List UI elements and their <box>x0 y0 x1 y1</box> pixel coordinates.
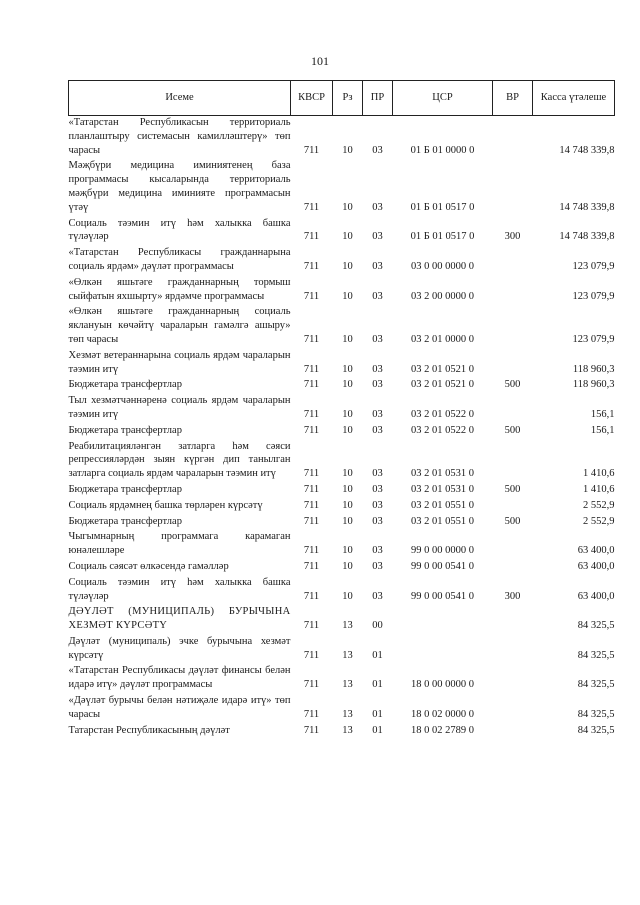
cell-kvsr: 711 <box>303 483 320 495</box>
cell-csr: 01 Б 01 0517 0 <box>410 231 475 243</box>
cell-csr <box>393 633 493 663</box>
cell-vr <box>493 347 533 377</box>
cell-rz: 10 <box>342 468 353 480</box>
table-row <box>69 722 615 738</box>
cell-name: Социаль тәэмин итү һәм халыкка башка түләүләр <box>68 576 291 602</box>
table-row <box>69 692 615 722</box>
cell-name: Социаль тәэмин итү һәм халыкка башка түләүләр <box>68 217 291 243</box>
cell-pr: 03 <box>372 515 383 527</box>
table-row <box>69 347 615 377</box>
cell-amount: 123 079,9 <box>572 260 615 272</box>
cell-vr <box>493 303 533 346</box>
cell-vr <box>493 116 533 158</box>
cell-name: Татарстан Республикасының дәүләт <box>68 724 230 736</box>
cell-name: Мәҗбүри медицина иминиятенең база программасы кысаларында территориаль мәҗбүри медицина иминияте программасын үтәү <box>68 160 291 213</box>
cell-csr: 99 0 00 0541 0 <box>411 560 474 572</box>
table-body <box>69 116 615 738</box>
cell-kvsr: 711 <box>303 379 320 391</box>
cell-pr: 03 <box>372 290 383 302</box>
cell-pr: 03 <box>372 499 383 511</box>
cell-rz: 10 <box>342 545 353 557</box>
cell-rz: 13 <box>342 679 353 691</box>
cell-vr <box>493 722 533 738</box>
cell-csr: 03 2 01 0531 0 <box>411 468 474 480</box>
cell-amount: 156,1 <box>590 424 615 436</box>
cell-csr: 01 Б 01 0000 0 <box>410 144 475 156</box>
page-number: 101 <box>311 54 329 68</box>
cell-amount: 84 325,5 <box>577 679 615 691</box>
cell-kvsr: 711 <box>303 545 320 557</box>
cell-pr: 03 <box>372 363 383 375</box>
cell-csr: 18 0 02 2789 0 <box>411 724 474 736</box>
cell-rz: 10 <box>342 560 353 572</box>
cell-kvsr: 711 <box>303 560 320 572</box>
cell-rz: 10 <box>342 515 353 527</box>
cell-csr: 03 2 01 0531 0 <box>411 483 474 495</box>
cell-rz: 10 <box>342 363 353 375</box>
cell-vr <box>493 692 533 722</box>
table-row <box>69 244 615 274</box>
cell-vr <box>493 157 533 214</box>
cell-name: Бюджетара трансфертлар <box>68 424 182 436</box>
table-row <box>69 422 615 438</box>
cell-amount: 84 325,5 <box>577 724 615 736</box>
cell-amount: 1 410,6 <box>583 483 615 495</box>
table-row <box>69 303 615 346</box>
cell-amount: 14 748 339,8 <box>559 144 615 156</box>
cell-kvsr: 711 <box>303 424 320 436</box>
table-row <box>69 376 615 392</box>
cell-rz: 10 <box>342 144 353 156</box>
cell-name: «Татарстан Республикасы гражданнарына социаль ярдәм» дәүләт программасы <box>68 247 291 272</box>
cell-vr <box>493 558 533 574</box>
cell-pr: 03 <box>372 483 383 495</box>
cell-rz: 13 <box>342 708 353 720</box>
cell-amount: 84 325,5 <box>577 620 615 632</box>
cell-amount: 63 400,0 <box>577 590 615 602</box>
cell-kvsr: 711 <box>303 708 320 720</box>
cell-csr: 03 2 01 0522 0 <box>411 424 474 436</box>
cell-vr: 300 <box>504 231 521 243</box>
cell-name: ДӘҮЛӘТ (МУНИЦИПАЛЬ) БУРЫЧЫНА ХЕЗМӘТ КҮРСӘТҮ <box>68 606 291 632</box>
cell-kvsr: 711 <box>303 231 320 243</box>
cell-pr: 01 <box>372 649 383 661</box>
header-pr: ПР <box>363 81 393 116</box>
cell-name: «Өлкән яшьтәге гражданнарның социаль яклануын көчәйтү чараларын гамәлгә ашыру» төп чарасы <box>68 306 291 345</box>
cell-name: Дәүләт (муниципаль) эчке бурычына хезмәт күрсәтү <box>68 635 291 661</box>
cell-rz: 10 <box>342 590 353 602</box>
cell-name: «Өлкән яшьтәге гражданнарның тормыш сыйфатын яхшырту» ярдәмче программасы <box>68 276 291 302</box>
cell-pr: 01 <box>372 724 383 736</box>
cell-kvsr: 711 <box>303 290 320 302</box>
cell-kvsr: 711 <box>303 260 320 272</box>
cell-rz: 10 <box>342 333 353 345</box>
table-row <box>69 558 615 574</box>
cell-pr: 03 <box>372 201 383 213</box>
cell-amount: 2 552,9 <box>583 499 615 511</box>
cell-name: Хезмәт ветераннарына социаль ярдәм чараларын тәэмин итү <box>68 349 291 375</box>
cell-rz: 10 <box>342 231 353 243</box>
table-row <box>69 215 615 245</box>
cell-pr: 01 <box>372 679 383 691</box>
cell-amount: 118 960,3 <box>572 379 615 391</box>
cell-amount: 84 325,5 <box>577 708 615 720</box>
table-row <box>69 574 615 604</box>
cell-name: Социаль ярдәмнең башка төрләрен күрсәтү <box>68 499 263 511</box>
cell-kvsr: 711 <box>303 620 320 632</box>
cell-name: Чыгымнарның программага карамаган юнәлешләре <box>68 531 291 557</box>
cell-kvsr: 711 <box>303 499 320 511</box>
cell-csr: 01 Б 01 0517 0 <box>410 201 475 213</box>
cell-name: Социаль сәясәт өлкәсендә гамәлләр <box>68 560 229 572</box>
table-row <box>69 157 615 214</box>
header-kassa: Касса үтәлеше <box>533 81 615 116</box>
cell-amount: 84 325,5 <box>577 649 615 661</box>
cell-csr: 18 0 00 0000 0 <box>411 679 474 691</box>
cell-csr: 03 2 01 0551 0 <box>411 515 474 527</box>
cell-kvsr: 711 <box>303 679 320 691</box>
cell-pr: 03 <box>372 333 383 345</box>
cell-name: «Татарстан Республикасы дәүләт финансы белән идарә итү» дәүләт программасы <box>68 665 291 691</box>
table-row <box>69 662 615 692</box>
cell-rz: 10 <box>342 483 353 495</box>
cell-kvsr: 711 <box>303 724 320 736</box>
cell-amount: 2 552,9 <box>583 515 615 527</box>
cell-kvsr: 711 <box>303 649 320 661</box>
cell-amount: 63 400,0 <box>577 545 615 557</box>
table-row <box>69 274 615 304</box>
cell-rz: 10 <box>342 408 353 420</box>
cell-csr: 03 2 01 0551 0 <box>411 499 474 511</box>
table-row <box>69 528 615 558</box>
cell-rz: 10 <box>342 424 353 436</box>
cell-vr: 500 <box>504 424 521 436</box>
cell-vr <box>493 528 533 558</box>
cell-rz: 10 <box>342 499 353 511</box>
cell-pr: 01 <box>372 708 383 720</box>
cell-pr: 03 <box>372 545 383 557</box>
cell-pr: 03 <box>372 231 383 243</box>
cell-pr: 00 <box>372 620 383 632</box>
cell-csr: 99 0 00 0000 0 <box>411 545 474 557</box>
cell-name: Тыл хезмәтчәннәренә социаль ярдәм чараларын тәэмин итү <box>68 395 291 420</box>
header-vr: ВР <box>493 81 533 116</box>
cell-name: Бюджетара трансфертлар <box>68 515 182 527</box>
cell-csr: 03 2 01 0000 0 <box>411 333 474 345</box>
cell-csr: 03 2 01 0522 0 <box>411 408 474 420</box>
cell-vr <box>493 633 533 663</box>
cell-rz: 13 <box>342 724 353 736</box>
cell-pr: 03 <box>372 468 383 480</box>
table-row <box>69 392 615 422</box>
cell-kvsr: 711 <box>303 144 320 156</box>
cell-amount: 14 748 339,8 <box>559 201 615 213</box>
cell-csr: 03 2 00 0000 0 <box>411 290 474 302</box>
cell-vr <box>493 392 533 422</box>
budget-table <box>68 80 615 737</box>
cell-amount: 118 960,3 <box>572 363 615 375</box>
cell-pr: 03 <box>372 590 383 602</box>
cell-pr: 03 <box>372 260 383 272</box>
cell-kvsr: 711 <box>303 515 320 527</box>
cell-csr: 99 0 00 0541 0 <box>411 590 474 602</box>
table-row <box>69 481 615 497</box>
header-name: Исеме <box>69 81 291 116</box>
cell-rz: 13 <box>342 649 353 661</box>
header-csr: ЦСР <box>393 81 493 116</box>
cell-amount: 14 748 339,8 <box>559 231 615 243</box>
cell-vr <box>493 274 533 304</box>
cell-pr: 03 <box>372 379 383 391</box>
cell-vr <box>493 244 533 274</box>
cell-name: «Татарстан Республикасын территориаль планлаштыру системасын камилләштерү» төп чарасы <box>68 117 291 156</box>
cell-vr: 500 <box>504 379 521 391</box>
cell-vr <box>493 662 533 692</box>
cell-vr: 500 <box>504 515 521 527</box>
cell-rz: 13 <box>342 620 353 632</box>
cell-kvsr: 711 <box>303 408 320 420</box>
cell-vr: 500 <box>504 483 521 495</box>
cell-name: Реабилитацияләнгән затларга һәм сәяси репрессияләрдән зыян күргән дип танылган затларга социаль ярдәм чараларын тәэмин итү <box>68 440 291 480</box>
cell-kvsr: 711 <box>303 363 320 375</box>
cell-amount: 1 410,6 <box>583 468 615 480</box>
cell-name: Бюджетара трансфертлар <box>68 483 182 495</box>
header-kvsr: КВСР <box>291 81 333 116</box>
cell-csr: 03 0 00 0000 0 <box>411 260 474 272</box>
cell-kvsr: 711 <box>303 590 320 602</box>
table-row <box>69 633 615 663</box>
cell-csr: 03 2 01 0521 0 <box>411 363 474 375</box>
cell-pr: 03 <box>372 408 383 420</box>
cell-vr <box>493 497 533 513</box>
cell-kvsr: 711 <box>303 468 320 480</box>
cell-amount: 63 400,0 <box>577 560 615 572</box>
table-row <box>69 438 615 481</box>
table-row <box>69 116 615 158</box>
cell-vr <box>493 603 533 633</box>
cell-amount: 123 079,9 <box>572 290 615 302</box>
cell-amount: 123 079,9 <box>572 333 615 345</box>
cell-amount: 156,1 <box>590 408 615 420</box>
cell-csr <box>393 603 493 633</box>
table-header-row <box>69 81 615 116</box>
cell-csr: 18 0 02 0000 0 <box>411 708 474 720</box>
cell-pr: 03 <box>372 144 383 156</box>
cell-rz: 10 <box>342 201 353 213</box>
cell-csr: 03 2 01 0521 0 <box>411 379 474 391</box>
cell-kvsr: 711 <box>303 333 320 345</box>
cell-name: Бюджетара трансфертлар <box>68 379 182 391</box>
header-rz: Рз <box>333 81 363 116</box>
cell-rz: 10 <box>342 379 353 391</box>
cell-rz: 10 <box>342 260 353 272</box>
table-row <box>69 603 615 633</box>
cell-pr: 03 <box>372 424 383 436</box>
cell-name: «Дәүләт бурычы белән нәтиҗәле идарә итү» төп чарасы <box>68 695 291 720</box>
cell-kvsr: 711 <box>303 201 320 213</box>
cell-vr <box>493 438 533 481</box>
cell-rz: 10 <box>342 290 353 302</box>
cell-vr: 300 <box>504 590 521 602</box>
table-row <box>69 497 615 513</box>
cell-pr: 03 <box>372 560 383 572</box>
table-row <box>69 513 615 529</box>
